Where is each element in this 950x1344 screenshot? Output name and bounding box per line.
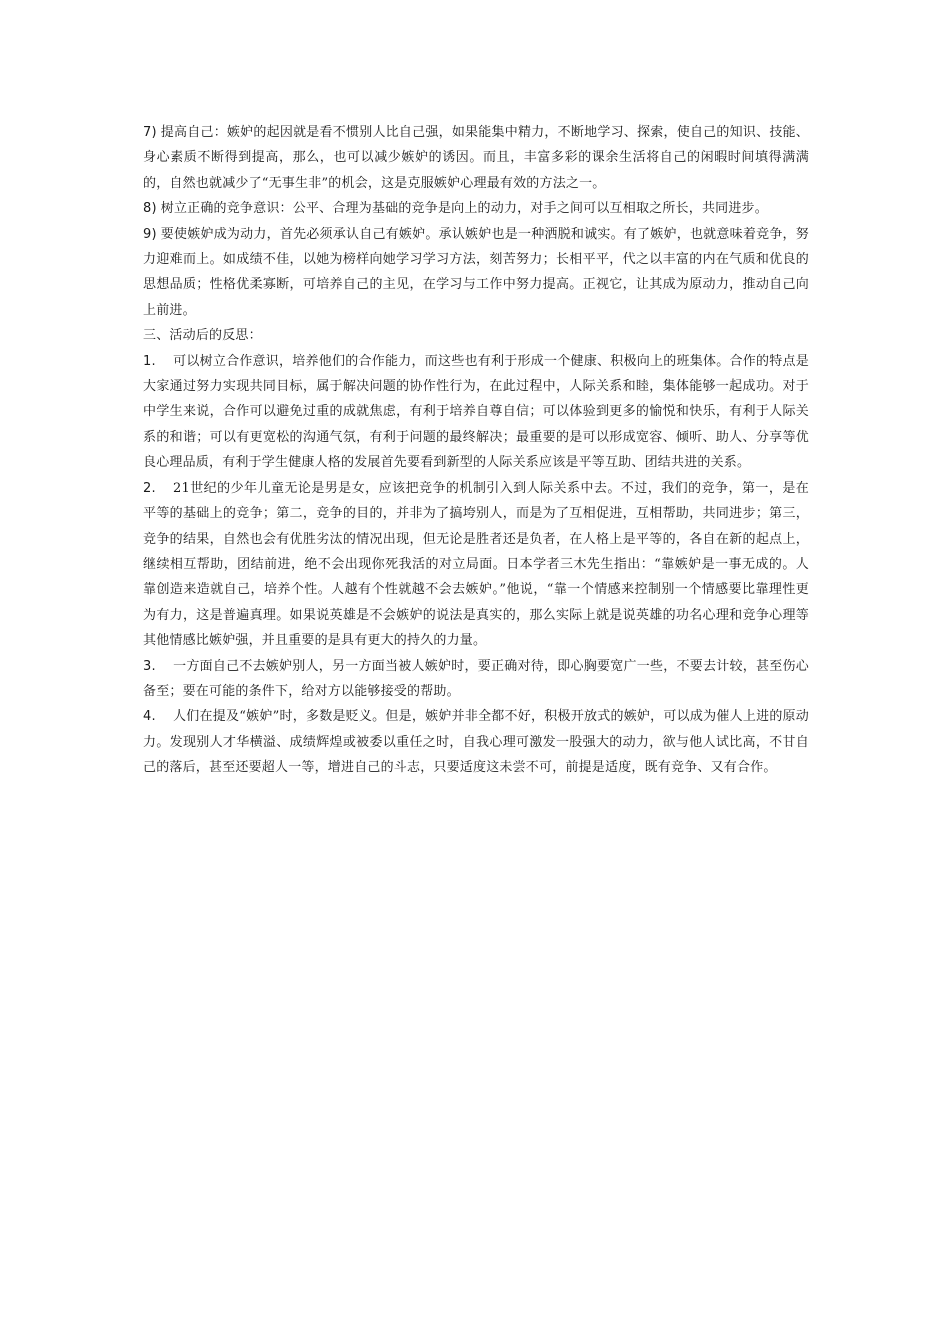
item-text: 可以树立合作意识，培养他们的合作能力，而这些也有利于形成一个健康、积极向上的班集体。合作的特点是大家通过努力实现共同目标，属于解决问题的协作性行为，在此过程中，人际关系和睦，集体能够一起成功。对于中学生来说，合作可以避免过重的成就焦虑，有利于培养自尊自信；可以体验到更多的愉悦和快乐，有利于人际关系的和谐；可以有更宽松的沟通气氛，有利于问题的最终解决；最重要的是可以形成宽容、倾听、助人、分享等优良心理品质，有利于学生健康人格的发展首先要看到新型的人际关系应该是平等互助、团结共进的关系。 (143, 353, 809, 471)
list-item-9 (143, 222, 809, 324)
document-body (143, 120, 809, 781)
list-item-7 (143, 120, 809, 196)
item-text: 要使嫉妒成为动力，首先必须承认自己有嫉妒。承认嫉妒也是一种洒脱和诚实。有了嫉妒，也就意味着竞争，努力迎难而上。如成绩不佳，以她为榜样向她学习学习方法，刻苦努力；长相平平，代之以丰富的内在气质和优良的思想品质；性格优柔寡断，可培养自己的主见，在学习与工作中努力提高。正视它，让其成为原动力，推动自己向上前进。 (143, 226, 809, 318)
item-number: 2. (143, 480, 156, 496)
item-number: 4. (143, 709, 156, 725)
reflection-item-3 (143, 654, 809, 705)
item-number: 9) (143, 226, 157, 242)
item-text: 人们在提及“嫉妒”时，多数是贬义。但是，嫉妒并非全都不好，积极开放式的嫉妒，可以成为催人上进的原动力。发现别人才华横溢、成绩辉煌或被委以重任之时，自我心理可激发一股强大的动力，欲与他人试比高，不甘自己的落后，甚至还要超人一等，增进自己的斗志，只要适度这未尝不可，前提是适度，既有竞争、又有合作。 (143, 709, 809, 776)
list-item-8 (143, 196, 809, 221)
section-heading: 三、活动后的反思： (143, 328, 262, 344)
item-text: 21世纪的少年儿童无论是男是女，应该把竞争的机制引入到人际关系中去。不过，我们的竞争，第一，是在平等的基础上的竞争；第二，竞争的目的，并非为了搞垮别人，而是为了互相促进，互相帮助，共同进步；第三，竞争的结果，自然也会有优胜劣汰的情况出现，但无论是胜者还是负者，在人格上是平等的，各自在新的起点上，继续相互帮助，团结前进，绝不会出现你死我活的对立局面。日本学者三木先生指出：“靠嫉妒是一事无成的。人靠创造来造就自己，培养个性。人越有个性就越不会去嫉妒。”他说，“靠一个情感来控制别一个情感要比靠理性更为有力，这是普遍真理。如果说英雄是不会嫉妒的说法是真实的，那么实际上就是说英雄的功名心理和竞争心理等其他情感比嫉妒强，并且重要的是具有更大的持久的力量。 (143, 480, 809, 649)
item-text: 树立正确的竞争意识：公平、合理为基础的竞争是向上的动力，对手之间可以互相取之所长，共同进步。 (160, 201, 768, 217)
item-number: 1. (143, 353, 156, 369)
item-text: 一方面自己不去嫉妒别人，另一方面当被人嫉妒时，要正确对待，即心胸要宽广一些，不要去计较，甚至伤心备至；要在可能的条件下，给对方以能够接受的帮助。 (143, 658, 809, 699)
reflection-item-4 (143, 704, 809, 780)
item-text: 提高自己：嫉妒的起因就是看不惯别人比自己强，如果能集中精力，不断地学习、探索，使自己的知识、技能、身心素质不断得到提高，那么，也可以减少嫉妒的诱因。而且，丰富多彩的课余生活将自己的闲暇时间填得满满的，自然也就减少了“无事生非”的机会，这是克服嫉妒心理最有效的方法之一。 (143, 125, 809, 191)
reflection-item-2 (143, 476, 809, 654)
item-number: 7) (143, 125, 157, 140)
item-number: 3. (143, 658, 156, 674)
reflection-item-1 (143, 349, 809, 476)
item-number: 8) (143, 201, 157, 217)
